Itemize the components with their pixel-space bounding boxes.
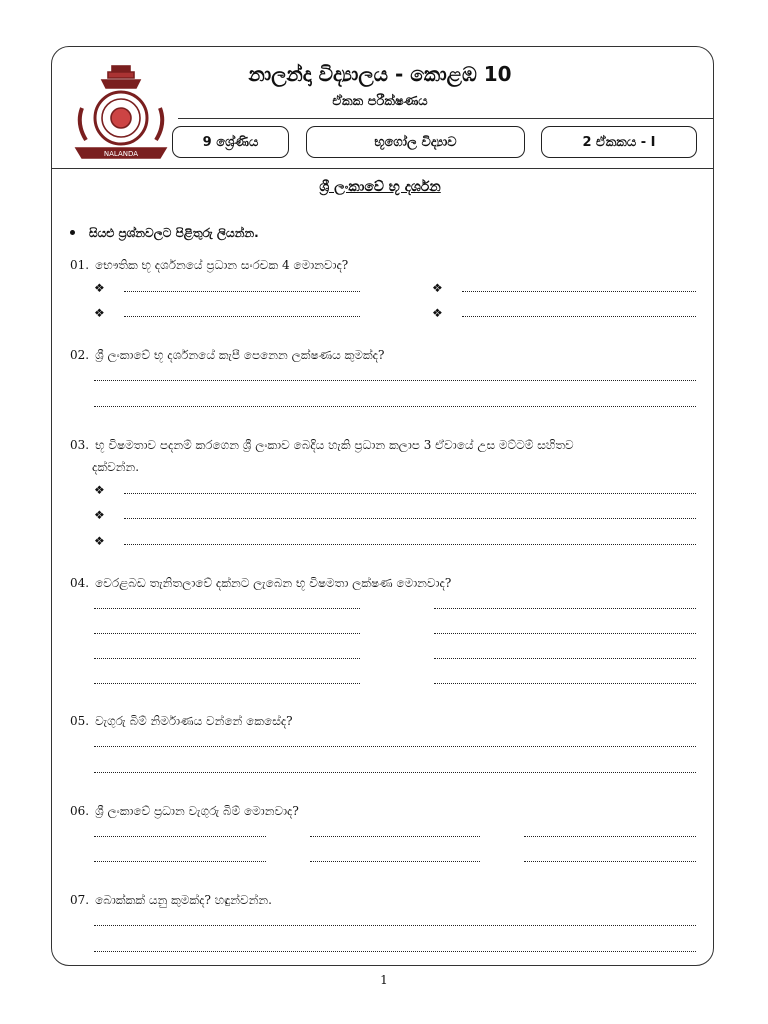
bullet-icon: ❖: [94, 306, 105, 320]
answer-line[interactable]: [94, 380, 696, 381]
unit-label: 2 ඒකකය - I: [541, 126, 697, 158]
grade-label: 9 ශ්‍රේණිය: [172, 126, 289, 158]
page-number: 1: [380, 973, 388, 987]
answer-line[interactable]: [94, 925, 696, 926]
question-5: [70, 710, 293, 732]
bullet-icon: ❖: [94, 534, 105, 548]
answer-line[interactable]: [310, 836, 480, 837]
answer-line[interactable]: [94, 746, 696, 747]
answer-line[interactable]: [94, 608, 360, 609]
svg-text:NALANDA: NALANDA: [103, 150, 139, 158]
header-separator: [51, 168, 714, 169]
bullet-icon: ❖: [94, 508, 105, 522]
question-text: වැගුරු බිම් නිර්මාණය වන්නේ කෙසේද?: [95, 714, 293, 728]
answer-line[interactable]: [434, 608, 696, 609]
answer-line[interactable]: [94, 772, 696, 773]
question-number: 04.: [70, 576, 90, 590]
answer-line[interactable]: [124, 544, 696, 545]
bullet-icon: ❖: [94, 281, 105, 295]
subject-label: භූගෝල විද්‍යාව: [306, 126, 525, 158]
bullet-icon: ❖: [432, 281, 443, 295]
bullet-icon: ❖: [94, 483, 105, 497]
question-number: 06.: [70, 804, 90, 818]
answer-line[interactable]: [94, 633, 360, 634]
answer-line[interactable]: [124, 518, 696, 519]
question-7: [70, 889, 272, 911]
question-text: බොක්කක් යනු කුමක්ද? හඳුන්වන්න.: [95, 893, 272, 907]
answer-line[interactable]: [462, 291, 696, 292]
bullet-dot: [70, 230, 75, 235]
answer-line[interactable]: [310, 861, 480, 862]
answer-line[interactable]: [434, 633, 696, 634]
answer-line[interactable]: [94, 836, 266, 837]
question-4: [70, 572, 451, 594]
question-number: 05.: [70, 714, 90, 728]
question-text: භෞතික භූ දර්ශනයේ ප්‍රධාන සංරචක 4 මොනවාද?: [95, 258, 349, 272]
answer-line[interactable]: [124, 316, 360, 317]
question-text: ශ්‍රී ලංකාවේ භූ දර්ශනයේ කැපී පෙනෙන ලක්ෂණය කුමක්ද?: [95, 348, 385, 362]
question-1: [70, 254, 348, 276]
answer-line[interactable]: [124, 291, 360, 292]
lesson-title: ශ්‍රී ලංකාවේ භූ දර්ශන: [319, 179, 441, 195]
answer-line[interactable]: [462, 316, 696, 317]
question-number: 02.: [70, 348, 90, 362]
bullet-icon: ❖: [432, 306, 443, 320]
exam-name: ඒකක පරීක්ෂණය: [332, 94, 428, 109]
question-number: 07.: [70, 893, 90, 907]
answer-line[interactable]: [94, 406, 696, 407]
instruction: [70, 226, 259, 241]
question-number: 03.: [70, 438, 90, 452]
question-2: [70, 344, 384, 366]
answer-line[interactable]: [94, 658, 360, 659]
answer-line[interactable]: [124, 493, 696, 494]
question-text: වෙරළබඩ තැනිතලාවේ දක්නට ලැබෙන භූ විෂමතා ලක්ෂණ මොනවාද?: [95, 576, 452, 590]
header-divider: [178, 118, 714, 119]
answer-line[interactable]: [434, 683, 696, 684]
answer-line[interactable]: [524, 861, 696, 862]
answer-line[interactable]: [94, 683, 360, 684]
answer-line[interactable]: [94, 861, 266, 862]
question-6: [70, 800, 299, 822]
answer-line[interactable]: [524, 836, 696, 837]
question-number: 01.: [70, 258, 90, 272]
instruction-text: සියළු ප්‍රශ්නවලට පිළිතුරු ලියන්න.: [89, 226, 259, 240]
question-text: ශ්‍රී ලංකාවේ ප්‍රධාන වැගුරු බිම් මොනවාද?: [95, 804, 299, 818]
question-3: [70, 434, 700, 478]
answer-line[interactable]: [94, 951, 696, 952]
answer-line[interactable]: [434, 658, 696, 659]
school-name: නාලන්දා විද්‍යාලය - කොළඹ 10: [248, 62, 512, 86]
school-crest-logo: [72, 64, 170, 164]
question-text: භූ විෂමතාව පදනම් කරගෙන ශ්‍රී ලංකාව බෙදිය හැකි ප්‍රධාන කලාප 3 ඒවායේ උස මට්ටම් සහිතව: [95, 438, 574, 452]
question-text-continued: දක්වන්න.: [92, 460, 140, 474]
